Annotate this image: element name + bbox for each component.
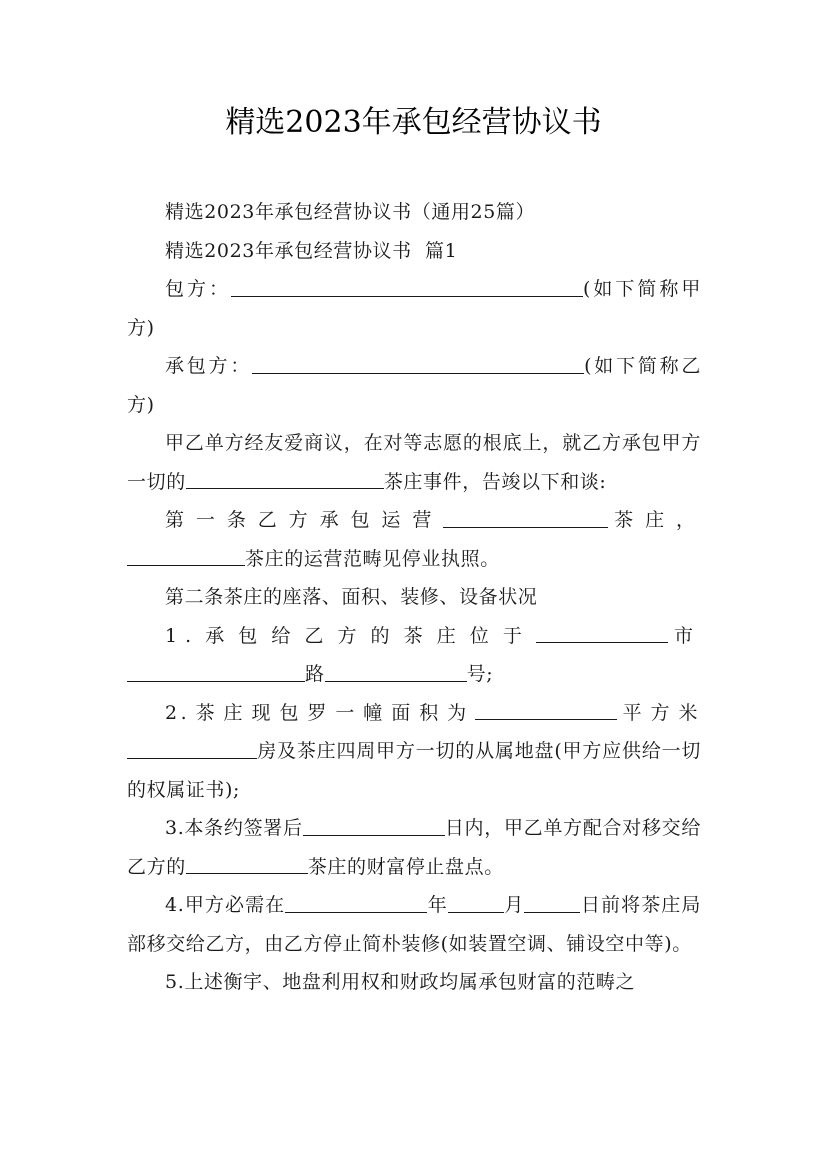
item-2-continuation <box>127 732 701 809</box>
article-1-text-c: 茶庄的运营范畴见停业执照。 <box>245 547 500 570</box>
intro-text-a: 甲乙单方经友爱商议，在对等志愿的根底上，就乙方承包甲方一切的 <box>127 432 701 493</box>
item-2-blank-b[interactable] <box>127 739 257 759</box>
subtitle-line: 精选2023年承包经营协议书（通用25篇） <box>165 201 536 223</box>
party-a-paragraph <box>127 270 701 347</box>
item-2-text-c: 房及茶庄四周甲方一切的从属地盘(甲方应供给一切的权属证书); <box>127 740 701 801</box>
item-1-text-c: 路 <box>305 663 325 685</box>
item-3-text-a: 3.本条约签署后 <box>165 817 303 839</box>
item-4-text-a: 4.甲方必需在 <box>165 894 286 916</box>
item-3-blank-b[interactable] <box>186 854 308 874</box>
item-3-paragraph <box>127 809 701 886</box>
item-2-blank-a[interactable] <box>475 700 617 720</box>
item-4-blank-year[interactable] <box>285 893 427 913</box>
item-2-paragraph <box>127 694 701 733</box>
document-body <box>127 193 701 1002</box>
party-b-suffix: (如下简称乙方) <box>127 355 701 416</box>
article-1-text-a: 第一条乙方承包运营 <box>165 509 444 531</box>
item-1-text-b: 市 <box>667 624 701 647</box>
article-1-text-b: 茶庄， <box>608 509 701 531</box>
item-3-blank-a[interactable] <box>303 816 445 836</box>
item-3-text-c: 茶庄的财富停止盘点。 <box>307 855 504 878</box>
document-title: 精选2023年承包经营协议书 <box>225 105 602 140</box>
article-1-blank-a[interactable] <box>443 508 608 528</box>
party-a-suffix: (如下简称甲方) <box>127 278 701 339</box>
item-4-text-c: 月 <box>503 894 525 916</box>
item-1-blank-a[interactable] <box>536 623 668 643</box>
item-1-blank-c[interactable] <box>325 662 467 682</box>
party-b-label: 承包方： <box>165 355 253 377</box>
item-4-paragraph <box>127 886 701 963</box>
party-a-label: 包方： <box>165 278 231 300</box>
article-1-blank-b[interactable] <box>127 546 245 566</box>
article-2-title: 第二条茶庄的座落、面积、装修、设备状况 <box>165 586 538 608</box>
item-1-continuation <box>127 655 701 694</box>
item-4-text-b: 年 <box>427 894 448 916</box>
item-3-text-b: 日内，甲乙单方配合对移交给乙方的 <box>127 817 701 878</box>
item-1-text-d: 号; <box>466 663 494 685</box>
item-4-text-d: 日前将茶庄局部移交给乙方，由乙方停止简朴装修(如装置空调、铺设空中等)。 <box>127 894 701 955</box>
item-1-text-a: 1.承包给乙方的茶庄位于 <box>165 624 536 647</box>
item-2-text-b: 平方米 <box>617 701 701 724</box>
intro-blank[interactable] <box>186 469 384 489</box>
intro-text-b: 茶庄事件，告竣以下和谈: <box>383 470 607 493</box>
article-1-paragraph <box>127 501 701 540</box>
party-b-blank[interactable] <box>252 354 584 374</box>
section-heading: 精选2023年承包经营协议书 篇1 <box>165 239 458 262</box>
party-a-blank[interactable] <box>231 277 583 297</box>
item-4-blank-day[interactable] <box>524 893 580 913</box>
item-4-blank-month[interactable] <box>448 893 504 913</box>
intro-paragraph <box>127 424 701 501</box>
item-1-blank-b[interactable] <box>127 662 305 682</box>
item-2-text-a: 2.茶庄现包罗一幢面积为 <box>165 701 476 724</box>
item-1-paragraph <box>127 617 701 656</box>
article-1-continuation <box>127 540 701 579</box>
item-5-paragraph: 5.上述衡宇、地盘利用权和财政均属承包财富的范畴之 <box>165 971 636 993</box>
party-b-paragraph <box>127 347 701 424</box>
